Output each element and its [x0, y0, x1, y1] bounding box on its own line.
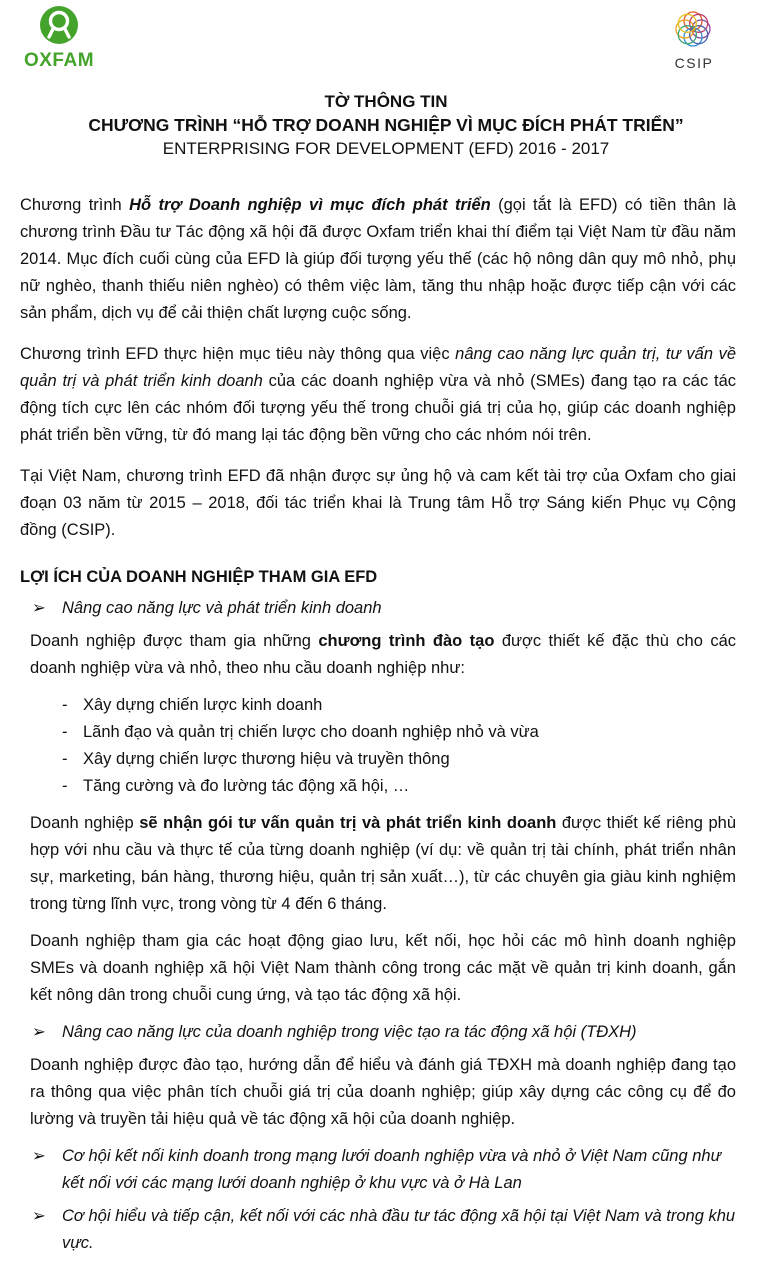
- document-title: TỜ THÔNG TIN: [324, 92, 448, 111]
- oxfam-wordmark: OXFAM: [23, 50, 95, 71]
- program-title: CHƯƠNG TRÌNH “HỖ TRỢ DOANH NGHIỆP VÌ MỤC ĐÍCH PHÁT TRIỂN”: [88, 115, 684, 135]
- list-item: - Lãnh đạo và quản trị chiến lược cho doanh nghiệp nhỏ và vừa: [62, 723, 539, 741]
- social-impact-paragraph: Doanh nghiệp được đào tạo, hướng dẫn để hiểu và đánh giá TĐXH mà doanh nghiệp đang tạo ra thông qua việc phân tích chuỗi giá trị của doanh nghiệp; giúp xây dựng các công cụ để đo lường và truyền tải hiệu quả về tác động xã hội của doanh nghiệp.: [30, 1056, 736, 1128]
- training-paragraph: Doanh nghiệp được tham gia những chương trình đào tạo được thiết kế đặc thù cho các doanh nghiệp vừa và nhỏ, theo nhu cầu doanh nghiệp như:: [30, 632, 736, 677]
- arrow-bullet-icon: ➢: [32, 1147, 46, 1165]
- list-item: - Tăng cường và đo lường tác động xã hội, …: [62, 777, 410, 795]
- document-body: [20, 192, 736, 1263]
- training-emphasis: chương trình đào tạo: [318, 632, 495, 650]
- csip-wordmark: CSIP: [674, 55, 714, 71]
- benefit-item-4: ➢ Cơ hội hiểu và tiếp cận, kết nối với các nhà đầu tư tác động xã hội tại Việt Nam và trong khu vực.: [20, 1203, 736, 1257]
- consulting-paragraph: Doanh nghiệp sẽ nhận gói tư vấn quản trị và phát triển kinh doanh được thiết kế riêng phù hợp với nhu cầu và thực tế của từng doanh nghiệp (ví dụ: về quản trị tài chính, phát triển nhân sự, marketing, bán hàng, thương hiệu, quản trị sản xuất…), từ các chuyên gia giàu kinh nghiệm trong từng lĩnh vực, trong vòng từ 4 đến 6 tháng.: [30, 814, 737, 913]
- program-name-emphasis: Hỗ trợ Doanh nghiệp vì mục đích phát triển: [129, 196, 491, 214]
- intro-paragraph-3: Tại Việt Nam, chương trình EFD đã nhận được sự ủng hộ và cam kết tài trợ của Oxfam cho giai đoạn 03 năm từ 2015 – 2018, đối tác triển khai là Trung tâm Hỗ trợ Sáng kiến Phục vụ Cộng đồng (CSIP).: [20, 467, 736, 539]
- oxfam-logo: [19, 6, 99, 72]
- list-item: - Xây dựng chiến lược kinh doanh: [62, 696, 323, 714]
- arrow-bullet-icon: ➢: [32, 1023, 46, 1041]
- oxfam-emblem-icon: [40, 6, 78, 44]
- benefit-item-3: ➢ Cơ hội kết nối kinh doanh trong mạng lưới doanh nghiệp vừa và nhỏ ở Việt Nam cũng như kết nối với các mạng lưới doanh nghiệp ở khu vực và ở Hà Lan: [20, 1143, 736, 1197]
- benefit-item-2: ➢ Nâng cao năng lực của doanh nghiệp trong việc tạo ra tác động xã hội (TĐXH): [20, 1019, 736, 1046]
- benefit-item-1: ➢ Nâng cao năng lực và phát triển kinh doanh: [20, 595, 736, 622]
- program-subtitle: ENTERPRISING FOR DEVELOPMENT (EFD) 2016 - 2017: [162, 139, 610, 158]
- intro-paragraph-2: Chương trình EFD thực hiện mục tiêu này thông qua việc nâng cao năng lực quản trị, tư vấn về quản trị và phát triển kinh doanh của các doanh nghiệp vừa và nhỏ (SMEs) đang tạo ra các tác động tích cực lên các nhóm đối tượng yếu thế trong chuỗi giá trị của họ, giúp các doanh nghiệp phát triển bền vững, từ đó mang lại tác động bền vững cho các nhóm nói trên.: [20, 345, 737, 444]
- csip-logo: [666, 6, 722, 72]
- arrow-bullet-icon: ➢: [32, 599, 46, 617]
- document-header: [0, 90, 772, 161]
- arrow-bullet-icon: ➢: [32, 1207, 46, 1225]
- consulting-emphasis: sẽ nhận gói tư vấn quản trị và phát triển kinh doanh: [139, 814, 557, 832]
- intro-paragraph-1: Chương trình Hỗ trợ Doanh nghiệp vì mục đích phát triển (gọi tắt là EFD) có tiền thân là chương trình Đầu tư Tác động xã hội đã được Oxfam triển khai thí điểm tại Việt Nam từ đầu năm 2014. Mục đích cuối cùng của EFD là giúp đối tượng yếu thế (các hộ nông dân quy mô nhỏ, phụ nữ nghèo, thanh thiếu niên nghèo) có thêm việc làm, tăng thu nhập hoặc được tiếp cận với các sản phẩm, dịch vụ để cải thiện chất lượng cuộc sống.: [20, 196, 736, 322]
- objective-emphasis: nâng cao năng lực quản trị, tư vấn về quản trị và phát triển kinh doanh: [20, 345, 737, 390]
- list-item: - Xây dựng chiến lược thương hiệu và truyền thông: [62, 750, 450, 768]
- networking-paragraph: Doanh nghiệp tham gia các hoạt động giao lưu, kết nối, học hỏi các mô hình doanh nghiệp SMEs và doanh nghiệp xã hội Việt Nam thành công trong các mặt về quản trị kinh doanh, gắn kết nông dân trong chuỗi cung ứng, và tạo tác động xã hội.: [30, 932, 736, 1004]
- benefits-heading: LỢI ÍCH CỦA DOANH NGHIỆP THAM GIA EFD: [20, 568, 378, 586]
- csip-emblem-icon: [670, 6, 716, 52]
- training-topic-list: [20, 692, 736, 800]
